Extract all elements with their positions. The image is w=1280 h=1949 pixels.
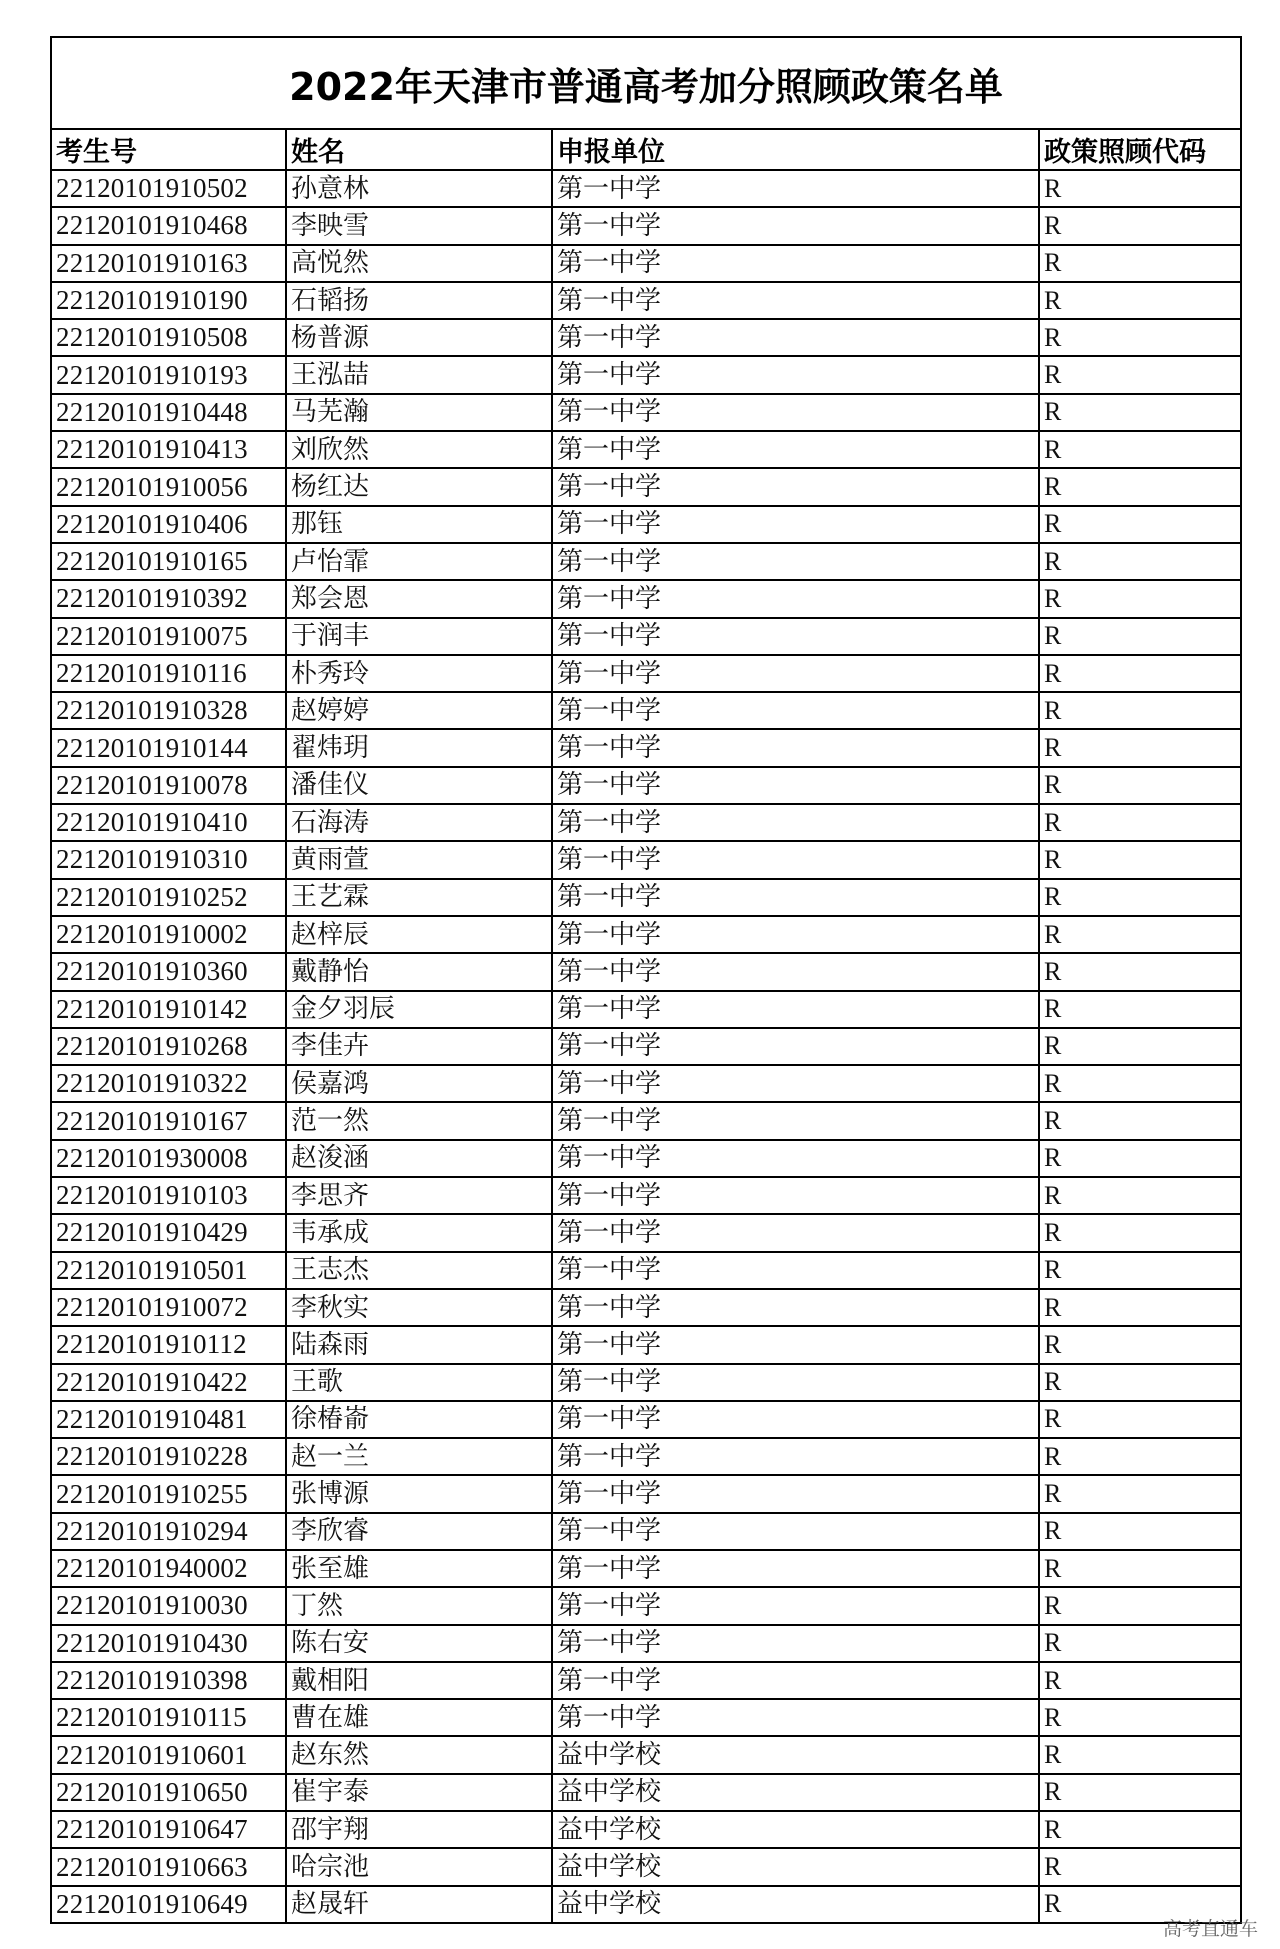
cell-name: 赵晟轩 — [286, 1886, 552, 1923]
cell-unit: 第一中学 — [552, 1289, 1039, 1326]
cell-unit: 第一中学 — [552, 356, 1039, 393]
cell-policy-code: R — [1039, 879, 1241, 916]
cell-policy-code: R — [1039, 767, 1241, 804]
table-row — [51, 207, 1241, 244]
title-row — [51, 37, 1241, 129]
cell-policy-code: R — [1039, 1475, 1241, 1512]
cell-name: 王歌 — [286, 1364, 552, 1401]
cell-exam-id: 22120101910663 — [51, 1848, 286, 1885]
cell-unit: 第一中学 — [552, 1513, 1039, 1550]
table-row — [51, 1886, 1241, 1923]
cell-name: 卢怡霏 — [286, 543, 552, 580]
cell-policy-code: R — [1039, 1662, 1241, 1699]
table-row — [51, 319, 1241, 356]
table-row — [51, 1028, 1241, 1065]
cell-exam-id: 22120101910406 — [51, 506, 286, 543]
cell-policy-code: R — [1039, 1364, 1241, 1401]
cell-unit: 第一中学 — [552, 729, 1039, 766]
cell-name: 于润丰 — [286, 618, 552, 655]
cell-name: 李思齐 — [286, 1177, 552, 1214]
cell-exam-id: 22120101910078 — [51, 767, 286, 804]
cell-unit: 第一中学 — [552, 1625, 1039, 1662]
cell-unit: 第一中学 — [552, 1364, 1039, 1401]
table-row — [51, 1811, 1241, 1848]
cell-unit: 第一中学 — [552, 953, 1039, 990]
table-row — [51, 1550, 1241, 1587]
table-row — [51, 916, 1241, 953]
cell-exam-id: 22120101910002 — [51, 916, 286, 953]
cell-policy-code: R — [1039, 1513, 1241, 1550]
cell-exam-id: 22120101910103 — [51, 1177, 286, 1214]
header-row — [51, 129, 1241, 170]
header-unit: 申报单位 — [552, 129, 1039, 170]
cell-policy-code: R — [1039, 841, 1241, 878]
table-row — [51, 356, 1241, 393]
cell-name: 赵一兰 — [286, 1438, 552, 1475]
cell-policy-code: R — [1039, 282, 1241, 319]
table-row — [51, 1848, 1241, 1885]
cell-name: 邵宇翔 — [286, 1811, 552, 1848]
table-row — [51, 1625, 1241, 1662]
cell-name: 曹在雄 — [286, 1699, 552, 1736]
cell-policy-code: R — [1039, 543, 1241, 580]
cell-name: 石韬扬 — [286, 282, 552, 319]
cell-name: 崔宇泰 — [286, 1774, 552, 1811]
cell-unit: 第一中学 — [552, 1699, 1039, 1736]
table-row — [51, 506, 1241, 543]
header-name: 姓名 — [286, 129, 552, 170]
cell-exam-id: 22120101910112 — [51, 1326, 286, 1363]
table-row — [51, 729, 1241, 766]
cell-exam-id: 22120101910410 — [51, 804, 286, 841]
table-row — [51, 1326, 1241, 1363]
cell-name: 范一然 — [286, 1102, 552, 1139]
table-row — [51, 1177, 1241, 1214]
cell-name: 丁然 — [286, 1587, 552, 1624]
cell-name: 赵东然 — [286, 1736, 552, 1773]
cell-policy-code: R — [1039, 1550, 1241, 1587]
cell-unit: 益中学校 — [552, 1774, 1039, 1811]
cell-exam-id: 22120101910601 — [51, 1736, 286, 1773]
cell-policy-code: R — [1039, 1699, 1241, 1736]
cell-policy-code: R — [1039, 1886, 1241, 1923]
cell-exam-id: 22120101910142 — [51, 991, 286, 1028]
cell-unit: 第一中学 — [552, 506, 1039, 543]
cell-policy-code: R — [1039, 207, 1241, 244]
table-row — [51, 431, 1241, 468]
cell-unit: 第一中学 — [552, 1475, 1039, 1512]
cell-exam-id: 22120101910502 — [51, 170, 286, 207]
cell-name: 马芜瀚 — [286, 394, 552, 431]
cell-unit: 益中学校 — [552, 1848, 1039, 1885]
cell-unit: 第一中学 — [552, 319, 1039, 356]
cell-exam-id: 22120101910422 — [51, 1364, 286, 1401]
table-row — [51, 1475, 1241, 1512]
cell-exam-id: 22120101910294 — [51, 1513, 286, 1550]
cell-exam-id: 22120101910328 — [51, 692, 286, 729]
table-row — [51, 618, 1241, 655]
table-row — [51, 1699, 1241, 1736]
cell-unit: 第一中学 — [552, 1662, 1039, 1699]
table-row — [51, 692, 1241, 729]
cell-exam-id: 22120101910360 — [51, 953, 286, 990]
cell-unit: 第一中学 — [552, 655, 1039, 692]
cell-policy-code: R — [1039, 468, 1241, 505]
cell-name: 赵婷婷 — [286, 692, 552, 729]
cell-name: 侯嘉鸿 — [286, 1065, 552, 1102]
table-row — [51, 1513, 1241, 1550]
cell-policy-code: R — [1039, 804, 1241, 841]
cell-name: 石海涛 — [286, 804, 552, 841]
cell-exam-id: 22120101910165 — [51, 543, 286, 580]
cell-exam-id: 22120101910075 — [51, 618, 286, 655]
table-row — [51, 1102, 1241, 1139]
cell-name: 杨普源 — [286, 319, 552, 356]
cell-unit: 第一中学 — [552, 618, 1039, 655]
table-row — [51, 953, 1241, 990]
cell-unit: 第一中学 — [552, 1587, 1039, 1624]
cell-name: 刘欣然 — [286, 431, 552, 468]
cell-policy-code: R — [1039, 1811, 1241, 1848]
table-row — [51, 1065, 1241, 1102]
cell-exam-id: 22120101930008 — [51, 1140, 286, 1177]
cell-policy-code: R — [1039, 1177, 1241, 1214]
cell-unit: 第一中学 — [552, 991, 1039, 1028]
cell-unit: 第一中学 — [552, 1326, 1039, 1363]
cell-unit: 第一中学 — [552, 692, 1039, 729]
cell-policy-code: R — [1039, 1401, 1241, 1438]
cell-policy-code: R — [1039, 394, 1241, 431]
cell-unit: 第一中学 — [552, 1550, 1039, 1587]
cell-policy-code: R — [1039, 319, 1241, 356]
cell-exam-id: 22120101910056 — [51, 468, 286, 505]
cell-unit: 第一中学 — [552, 1065, 1039, 1102]
cell-name: 王志杰 — [286, 1252, 552, 1289]
cell-exam-id: 22120101910115 — [51, 1699, 286, 1736]
table-row — [51, 1736, 1241, 1773]
cell-policy-code: R — [1039, 1587, 1241, 1624]
cell-name: 孙意林 — [286, 170, 552, 207]
cell-name: 戴静怡 — [286, 953, 552, 990]
table-row — [51, 580, 1241, 617]
cell-policy-code: R — [1039, 991, 1241, 1028]
cell-unit: 第一中学 — [552, 1252, 1039, 1289]
cell-exam-id: 22120101910163 — [51, 245, 286, 282]
cell-unit: 第一中学 — [552, 207, 1039, 244]
table-row — [51, 655, 1241, 692]
cell-exam-id: 22120101910430 — [51, 1625, 286, 1662]
cell-exam-id: 22120101910468 — [51, 207, 286, 244]
cell-policy-code: R — [1039, 431, 1241, 468]
table-row — [51, 1364, 1241, 1401]
cell-unit: 第一中学 — [552, 841, 1039, 878]
cell-unit: 益中学校 — [552, 1736, 1039, 1773]
cell-policy-code: R — [1039, 618, 1241, 655]
table-row — [51, 1774, 1241, 1811]
cell-unit: 第一中学 — [552, 1140, 1039, 1177]
cell-unit: 第一中学 — [552, 580, 1039, 617]
cell-exam-id: 22120101910650 — [51, 1774, 286, 1811]
cell-policy-code: R — [1039, 506, 1241, 543]
cell-policy-code: R — [1039, 1326, 1241, 1363]
header-exam-id: 考生号 — [51, 129, 286, 170]
table-row — [51, 1140, 1241, 1177]
cell-exam-id: 22120101910448 — [51, 394, 286, 431]
cell-exam-id: 22120101910508 — [51, 319, 286, 356]
cell-name: 李佳卉 — [286, 1028, 552, 1065]
cell-name: 戴相阳 — [286, 1662, 552, 1699]
cell-exam-id: 22120101910310 — [51, 841, 286, 878]
table-row — [51, 394, 1241, 431]
watermark-text: 高考直通车 — [1162, 1918, 1258, 1940]
table-row — [51, 1662, 1241, 1699]
cell-name: 赵梓辰 — [286, 916, 552, 953]
cell-exam-id: 22120101940002 — [51, 1550, 286, 1587]
cell-policy-code: R — [1039, 245, 1241, 282]
cell-exam-id: 22120101910167 — [51, 1102, 286, 1139]
cell-exam-id: 22120101910072 — [51, 1289, 286, 1326]
cell-name: 徐椿嵛 — [286, 1401, 552, 1438]
cell-policy-code: R — [1039, 729, 1241, 766]
cell-name: 陆森雨 — [286, 1326, 552, 1363]
cell-policy-code: R — [1039, 1252, 1241, 1289]
cell-unit: 第一中学 — [552, 1102, 1039, 1139]
cell-unit: 第一中学 — [552, 1177, 1039, 1214]
table-row — [51, 1289, 1241, 1326]
cell-name: 王艺霖 — [286, 879, 552, 916]
cell-name: 赵浚涵 — [286, 1140, 552, 1177]
cell-name: 那钰 — [286, 506, 552, 543]
policy-list-table — [50, 36, 1242, 1924]
cell-exam-id: 22120101910228 — [51, 1438, 286, 1475]
table-row — [51, 1252, 1241, 1289]
table-row — [51, 1401, 1241, 1438]
cell-policy-code: R — [1039, 1625, 1241, 1662]
cell-exam-id: 22120101910647 — [51, 1811, 286, 1848]
cell-policy-code: R — [1039, 1140, 1241, 1177]
cell-exam-id: 22120101910413 — [51, 431, 286, 468]
cell-exam-id: 22120101910193 — [51, 356, 286, 393]
table-row — [51, 170, 1241, 207]
cell-exam-id: 22120101910030 — [51, 1587, 286, 1624]
cell-exam-id: 22120101910116 — [51, 655, 286, 692]
cell-policy-code: R — [1039, 1102, 1241, 1139]
cell-exam-id: 22120101910190 — [51, 282, 286, 319]
cell-name: 高悦然 — [286, 245, 552, 282]
table-row — [51, 1214, 1241, 1251]
cell-exam-id: 22120101910144 — [51, 729, 286, 766]
document-title: 2022年天津市普通高考加分照顾政策名单 — [51, 37, 1241, 129]
cell-exam-id: 22120101910501 — [51, 1252, 286, 1289]
table-row — [51, 804, 1241, 841]
cell-name: 潘佳仪 — [286, 767, 552, 804]
cell-name: 朴秀玲 — [286, 655, 552, 692]
table-row — [51, 991, 1241, 1028]
cell-policy-code: R — [1039, 1438, 1241, 1475]
table-row — [51, 1438, 1241, 1475]
header-policy-code: 政策照顾代码 — [1039, 129, 1241, 170]
cell-exam-id: 22120101910322 — [51, 1065, 286, 1102]
cell-policy-code: R — [1039, 356, 1241, 393]
table-row — [51, 282, 1241, 319]
cell-exam-id: 22120101910429 — [51, 1214, 286, 1251]
cell-exam-id: 22120101910649 — [51, 1886, 286, 1923]
cell-unit: 第一中学 — [552, 879, 1039, 916]
cell-name: 张博源 — [286, 1475, 552, 1512]
cell-name: 张至雄 — [286, 1550, 552, 1587]
cell-unit: 益中学校 — [552, 1811, 1039, 1848]
cell-unit: 第一中学 — [552, 468, 1039, 505]
cell-name: 金夕羽辰 — [286, 991, 552, 1028]
cell-name: 黄雨萱 — [286, 841, 552, 878]
cell-exam-id: 22120101910268 — [51, 1028, 286, 1065]
cell-policy-code: R — [1039, 1774, 1241, 1811]
cell-name: 陈右安 — [286, 1625, 552, 1662]
cell-unit: 第一中学 — [552, 431, 1039, 468]
cell-name: 韦承成 — [286, 1214, 552, 1251]
table-row — [51, 543, 1241, 580]
cell-policy-code: R — [1039, 655, 1241, 692]
cell-unit: 益中学校 — [552, 1886, 1039, 1923]
cell-unit: 第一中学 — [552, 804, 1039, 841]
table-row — [51, 1587, 1241, 1624]
cell-policy-code: R — [1039, 1736, 1241, 1773]
cell-unit: 第一中学 — [552, 245, 1039, 282]
table-row — [51, 245, 1241, 282]
cell-policy-code: R — [1039, 916, 1241, 953]
cell-unit: 第一中学 — [552, 1401, 1039, 1438]
cell-name: 翟炜玥 — [286, 729, 552, 766]
cell-unit: 第一中学 — [552, 394, 1039, 431]
cell-exam-id: 22120101910252 — [51, 879, 286, 916]
cell-name: 李秋实 — [286, 1289, 552, 1326]
cell-policy-code: R — [1039, 1028, 1241, 1065]
table-row — [51, 841, 1241, 878]
cell-name: 郑会恩 — [286, 580, 552, 617]
cell-unit: 第一中学 — [552, 1214, 1039, 1251]
cell-policy-code: R — [1039, 692, 1241, 729]
cell-exam-id: 22120101910255 — [51, 1475, 286, 1512]
cell-name: 杨红达 — [286, 468, 552, 505]
table-row — [51, 468, 1241, 505]
cell-unit: 第一中学 — [552, 543, 1039, 580]
cell-policy-code: R — [1039, 1848, 1241, 1885]
cell-unit: 第一中学 — [552, 1438, 1039, 1475]
cell-policy-code: R — [1039, 953, 1241, 990]
cell-unit: 第一中学 — [552, 916, 1039, 953]
cell-name: 李欣睿 — [286, 1513, 552, 1550]
cell-unit: 第一中学 — [552, 170, 1039, 207]
table-row — [51, 767, 1241, 804]
cell-exam-id: 22120101910481 — [51, 1401, 286, 1438]
cell-exam-id: 22120101910398 — [51, 1662, 286, 1699]
cell-unit: 第一中学 — [552, 1028, 1039, 1065]
cell-policy-code: R — [1039, 1214, 1241, 1251]
cell-name: 李映雪 — [286, 207, 552, 244]
cell-policy-code: R — [1039, 580, 1241, 617]
cell-name: 王泓喆 — [286, 356, 552, 393]
cell-exam-id: 22120101910392 — [51, 580, 286, 617]
cell-name: 哈宗池 — [286, 1848, 552, 1885]
table-row — [51, 879, 1241, 916]
cell-unit: 第一中学 — [552, 282, 1039, 319]
cell-policy-code: R — [1039, 1289, 1241, 1326]
cell-policy-code: R — [1039, 170, 1241, 207]
cell-unit: 第一中学 — [552, 767, 1039, 804]
cell-policy-code: R — [1039, 1065, 1241, 1102]
